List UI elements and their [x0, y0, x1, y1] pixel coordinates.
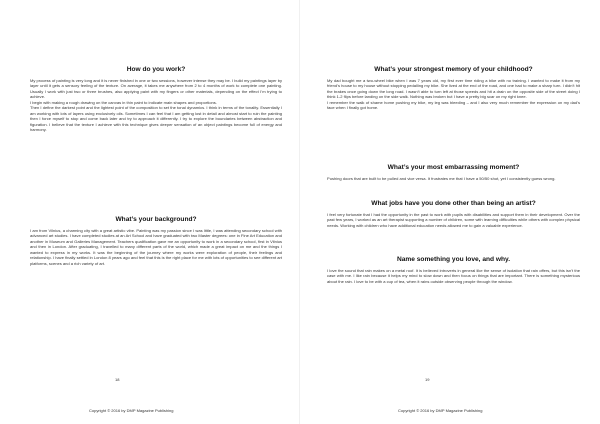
paragraph: I begin with making a rough drawing on the canvas in thin paint to indicate main shapes and proportions. [30, 99, 217, 105]
page-number: 19 [425, 377, 430, 382]
section-heading: How do you work? [126, 66, 186, 73]
paragraph: I remember the walk of shame home pushing my bike, my leg was bleeding – and I also very much remember the expression on my dad’s face when I finally got home. [327, 99, 580, 111]
paragraph: My process of painting is very long and it is never finished in one or two sessions, however intense they may be. I build my paintings layer by layer until it gets a sensory feeling of the texture. On average, it takes me anywhere from 2 to 4 months of work to complete one painting. Usually I work with just two or three brushes, also applying paint with my fingers or other materials, depending on the effect I’m trying to achieve. [30, 78, 282, 100]
paragraph: Then I define the darkest point and the lightest point of the composition to set the tonal dynamics. I think in terms of the tonality. Essentially I am working with lots of layers using exclusively oils. Sometimes I can feel that I am getting lost in detail and almost start to ruin the painting then I force myself to stop and come back later and try to approach it differently. I try to explore the boundaries between abstraction and figuration. I believe that the texture I achieve with this technique gives deeper sensation of an object paintings become full of energy and harmony. [30, 105, 282, 133]
section-heading: What’s your most embarrassing moment? [387, 164, 520, 171]
paragraph: I am from Vilnius, a charming city with a great artistic vibe. Painting was my passion since I was little, I was attending secondary school with advanced art studies. I have completed studies at an Art School and have graduated with two Master degrees: one in Fine Art Education and another in Museum and Galleries Management. Teachers qualification gave me an opportunity to work in a secondary school, first in Vilnius and then in London. After graduating, I travelled to many different parts of the world, which made a great impact on me and the things I wanted to express in my works. It was the beginning of the journey where my works were exploration of people, their feelings and relationship. I have finally settled in London 8 years ago and feel that this is the right place for me with lots of opportunities to see different art platforms, scenes and a rich variety of art. [30, 228, 282, 266]
page-number: 18 [115, 377, 120, 382]
section-embarrassing-moment [327, 164, 580, 181]
section-other-jobs [327, 200, 580, 228]
paragraph: Pushing doors that are built to be pulled and vice versa. It frustrates me that I have a 50/50 shot, yet I consistently guess wrong. [327, 176, 556, 181]
copyright-notice: Copyright © 2016 by DMP Magazine Publishing [89, 408, 174, 413]
section-something-you-love [327, 256, 580, 284]
copyright-notice: Copyright © 2016 by DMP Magazine Publishing [398, 408, 483, 413]
section-background [30, 216, 282, 266]
section-heading: What jobs have you done other than being an artist? [371, 200, 536, 207]
section-heading: What’s your background? [115, 216, 197, 223]
paragraph: My dad bought me a two-wheel bike when I was 7 years old, my first ever time riding a bike with no training. I wanted to make it from my friend’s house to my house without stopping pedalling my bike. She lived at the end of the road, and one had to make a sharp turn. I didn’t hit the brakes once going down the long road. I wasn’t able to turn left at those speeds and hit a drain on the opposite side of the street doing I think 1-2 flips before landing on the side walk. Nothing was broken but I have a pretty big scar on my right knee. [327, 78, 580, 100]
right-page [300, 0, 600, 424]
section-how-do-you-work [30, 66, 282, 133]
section-heading: Name something you love, and why. [396, 256, 511, 263]
section-childhood-memory [327, 66, 580, 111]
section-heading: What’s your strongest memory of your childhood? [374, 66, 533, 73]
paragraph: I feel very fortunate that I had the opportunity in the past to work with pupils with disabilities and support them in their development. Over the past few years, I worked as an art therapist supporting a number of children, some with learning difficulties while others with complex physical needs. Working with children who have additional education needs allowed me to gain a valuable experience. [327, 212, 580, 228]
paragraph: I love the sound that rain makes on a metal roof. It is believed introverts in general like the sense of isolation that rain offers, but this isn’t the case with me. I like rain because it helps my mind to slow down and then focus on things that are important. There is something mysterious about the rain. I love to be with a cup of tea, when it rains outside observing people through the window. [327, 268, 580, 284]
